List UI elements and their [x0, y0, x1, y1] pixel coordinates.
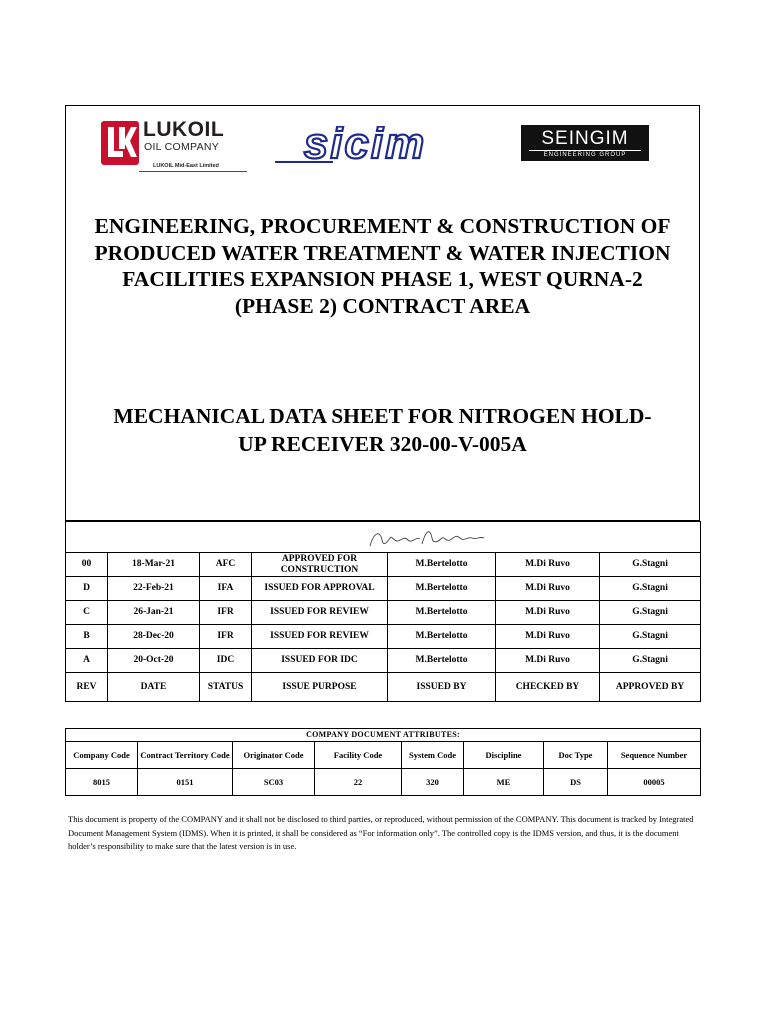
- status-cell: IFR: [200, 601, 252, 625]
- issued-by-cell: M.Bertelotto: [388, 577, 496, 601]
- signature-row: [66, 522, 701, 553]
- attribute-header: Originator Code: [233, 742, 315, 769]
- checked-by-cell: M.Di Ruvo: [496, 577, 600, 601]
- checked-by-cell: M.Di Ruvo: [496, 601, 600, 625]
- issued-by-cell: M.Bertelotto: [388, 601, 496, 625]
- rev-cell: D: [66, 577, 108, 601]
- project-title-line: PRODUCED WATER TREATMENT & WATER INJECTION: [94, 240, 671, 265]
- attribute-value: 320: [402, 769, 464, 796]
- revision-header-row: [66, 673, 701, 702]
- date-cell: 22-Feb-21: [108, 577, 200, 601]
- date-cell: 28-Dec-20: [108, 625, 200, 649]
- attribute-header: Doc Type: [544, 742, 608, 769]
- purpose-cell: ISSUED FOR IDC: [252, 649, 388, 673]
- title-block: [65, 105, 700, 521]
- revision-row: [66, 625, 701, 649]
- rev-cell: B: [66, 625, 108, 649]
- checked-by-cell: M.Di Ruvo: [496, 649, 600, 673]
- lukoil-mid-east: LUKOIL Mid-East Limited: [153, 163, 219, 169]
- document-title-line: UP RECEIVER 320-00-V-005A: [238, 432, 527, 456]
- attributes-header-row: [66, 742, 701, 769]
- attributes-value-row: [66, 769, 701, 796]
- approved-by-header: APPROVED BY: [600, 673, 701, 702]
- purpose-cell: APPROVED FOR CONSTRUCTION: [252, 553, 388, 577]
- lukoil-underline: [139, 171, 247, 172]
- rev-cell: A: [66, 649, 108, 673]
- rev-header: REV: [66, 673, 108, 702]
- date-cell: 26-Jan-21: [108, 601, 200, 625]
- attribute-header: Discipline: [464, 742, 544, 769]
- revision-table: [65, 521, 701, 702]
- issued-by-cell: M.Bertelotto: [388, 649, 496, 673]
- disclaimer-text: This document is property of the COMPANY and it shall not be disclosed to third parties, or reproduced, without permission of the COMPANY. This document is tracked by Integrated Document Management System (IDMS). When it is printed, it shall be considered as “For information only”. The controlled copy is the IDMS version, and thus, it is the document holder’s responsibility to make sure that the latest version is in use.: [68, 814, 694, 851]
- date-header: DATE: [108, 673, 200, 702]
- purpose-cell: ISSUED FOR APPROVAL: [252, 577, 388, 601]
- status-cell: IFR: [200, 625, 252, 649]
- approved-by-cell: G.Stagni: [600, 649, 701, 673]
- seingim-logo: [521, 125, 649, 161]
- checked-by-cell: M.Di Ruvo: [496, 625, 600, 649]
- date-cell: 20-Oct-20: [108, 649, 200, 673]
- approved-by-cell: G.Stagni: [600, 625, 701, 649]
- attribute-value: 22: [315, 769, 402, 796]
- sicim-logo: [273, 126, 459, 166]
- checked-by-header: CHECKED BY: [496, 673, 600, 702]
- handwritten-signature: [366, 526, 486, 552]
- attribute-header: System Code: [402, 742, 464, 769]
- status-cell: AFC: [200, 553, 252, 577]
- project-title-line: FACILITIES EXPANSION PHASE 1, WEST QURNA-2: [122, 267, 643, 291]
- approved-by-cell: G.Stagni: [600, 601, 701, 625]
- attribute-value: 0151: [138, 769, 233, 796]
- issued-by-cell: M.Bertelotto: [388, 553, 496, 577]
- attribute-header: Sequence Number: [608, 742, 701, 769]
- lukoil-name: LUKOIL: [143, 118, 225, 141]
- revision-row: [66, 553, 701, 577]
- approved-by-cell: G.Stagni: [600, 577, 701, 601]
- purpose-cell: ISSUED FOR REVIEW: [252, 601, 388, 625]
- checked-by-cell: M.Di Ruvo: [496, 553, 600, 577]
- lukoil-subtitle: OIL COMPANY: [144, 141, 220, 153]
- document-title: [66, 402, 699, 458]
- approved-by-cell: G.Stagni: [600, 553, 701, 577]
- rev-cell: 00: [66, 553, 108, 577]
- revision-row: [66, 649, 701, 673]
- status-cell: IDC: [200, 649, 252, 673]
- issued-by-header: ISSUED BY: [388, 673, 496, 702]
- project-title: [66, 213, 699, 319]
- attribute-value: 00005: [608, 769, 701, 796]
- sicim-mark-icon: [273, 126, 459, 166]
- attribute-value: SC03: [233, 769, 315, 796]
- date-cell: 18-Mar-21: [108, 553, 200, 577]
- seingim-name: SEINGIM: [541, 128, 629, 149]
- seingim-subtitle: ENGINEERING GROUP: [529, 150, 641, 159]
- attribute-header: Contract Territory Code: [138, 742, 233, 769]
- attribute-value: 8015: [66, 769, 138, 796]
- status-cell: IFA: [200, 577, 252, 601]
- lukoil-mark-icon: [101, 121, 139, 165]
- document-attributes-table: [65, 728, 701, 796]
- revision-row: [66, 577, 701, 601]
- issued-by-cell: M.Bertelotto: [388, 625, 496, 649]
- attribute-value: DS: [544, 769, 608, 796]
- document-title-line: MECHANICAL DATA SHEET FOR NITROGEN HOLD-: [113, 404, 652, 428]
- purpose-cell: ISSUED FOR REVIEW: [252, 625, 388, 649]
- rev-cell: C: [66, 601, 108, 625]
- sicim-name: sicim: [303, 126, 427, 166]
- revision-row: [66, 601, 701, 625]
- purpose-header: ISSUE PURPOSE: [252, 673, 388, 702]
- attribute-header: Company Code: [66, 742, 138, 769]
- status-header: STATUS: [200, 673, 252, 702]
- attribute-header: Facility Code: [315, 742, 402, 769]
- attribute-value: ME: [464, 769, 544, 796]
- attributes-caption: COMPANY DOCUMENT ATTRIBUTES:: [66, 729, 701, 742]
- project-title-line: (PHASE 2) CONTRACT AREA: [234, 293, 531, 318]
- project-title-line: ENGINEERING, PROCUREMENT & CONSTRUCTION OF: [94, 214, 671, 238]
- lukoil-logo: [101, 118, 249, 176]
